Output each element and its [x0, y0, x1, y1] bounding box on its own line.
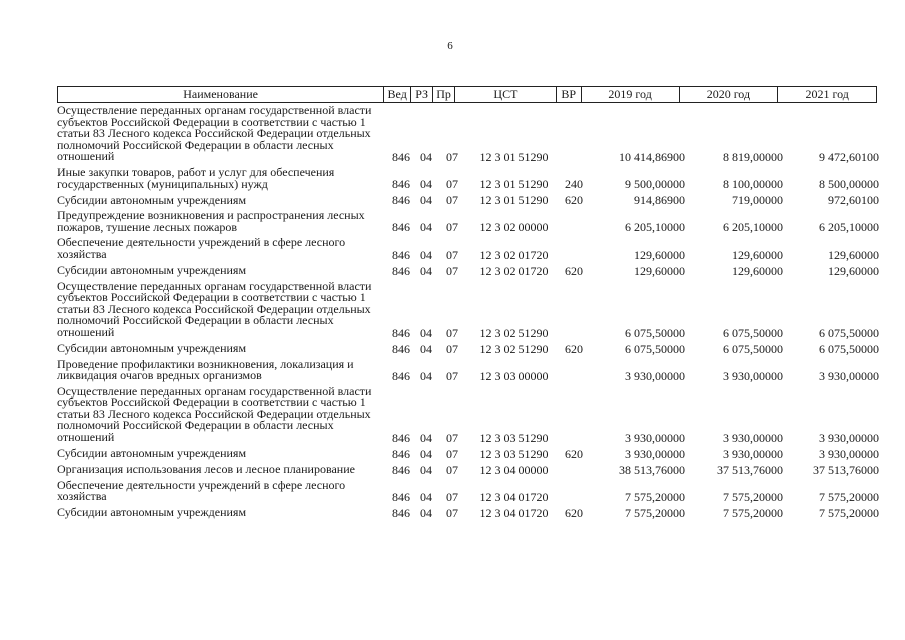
- cell-rz: 04: [420, 341, 432, 356]
- cell-ved: 846: [392, 446, 410, 461]
- cell-name: Субсидии автономным учреждениям: [57, 446, 247, 461]
- header-ved: Вед: [384, 87, 411, 102]
- cell-2019: 3 930,00000: [625, 446, 685, 461]
- cell-2021: 129,60000: [828, 263, 879, 278]
- cell-vr: 620: [565, 505, 583, 520]
- cell-rz: 04: [420, 430, 432, 445]
- cell-rz: 04: [420, 446, 432, 461]
- table-row: [57, 448, 879, 461]
- cell-vr: 620: [565, 341, 583, 356]
- header-2021: 2021 год: [805, 87, 849, 101]
- cell-2021: 7 575,20000: [819, 505, 879, 520]
- cell-pr: 07: [446, 368, 458, 383]
- table-row: [57, 477, 879, 504]
- header-2019: 2019 год: [582, 87, 680, 102]
- cell-name: Субсидии автономным учреждениям: [57, 505, 247, 520]
- cell-cst: 12 3 01 51290: [479, 149, 549, 164]
- cell-2021: 6 205,10000: [819, 220, 879, 235]
- cell-cst: 12 3 02 01720: [479, 263, 549, 278]
- cell-cst: 12 3 02 51290: [479, 325, 549, 340]
- cell-2020: 3 930,00000: [723, 368, 783, 383]
- cell-2019: 9 500,00000: [625, 177, 685, 192]
- cell-2020: 3 930,00000: [723, 430, 783, 445]
- cell-cst: 12 3 02 00000: [479, 220, 549, 235]
- cell-name: Предупреждение возникновения и распространения лесных пожаров, тушение лесных пожаров: [57, 208, 365, 234]
- cell-ved: 846: [392, 430, 410, 445]
- cell-2019: 3 930,00000: [625, 368, 685, 383]
- table-body: [57, 105, 879, 520]
- cell-2019: 38 513,76000: [619, 462, 685, 477]
- table-row: [57, 105, 879, 164]
- cell-2020: 8 100,00000: [723, 177, 783, 192]
- cell-rz: 04: [420, 368, 432, 383]
- cell-2021: 7 575,20000: [819, 489, 879, 504]
- cell-name: Осуществление переданных органам государственной власти субъектов Российской Федерации в соответствии с частью 1 статьи 83 Лесного кодекса Российской Федерации отдельных полномочий Российской Федерации в области лесных отношений: [57, 103, 372, 164]
- cell-rz: 04: [420, 220, 432, 235]
- cell-name: Организация использования лесов и лесное планирование: [57, 462, 355, 477]
- cell-2021: 129,60000: [828, 247, 879, 262]
- cell-2020: 8 819,00000: [723, 149, 783, 164]
- header-pr: Пр: [433, 87, 455, 102]
- cell-2020: 6 075,50000: [723, 325, 783, 340]
- cell-2021: 3 930,00000: [819, 368, 879, 383]
- page-number: 6: [447, 40, 453, 52]
- table-row: [57, 340, 879, 356]
- cell-vr: 620: [565, 263, 583, 278]
- cell-2021: 6 075,50000: [819, 325, 879, 340]
- cell-ved: 846: [392, 489, 410, 504]
- cell-2019: 3 930,00000: [625, 430, 685, 445]
- cell-ved: 846: [392, 177, 410, 192]
- table-row: [57, 356, 879, 383]
- cell-2019: 6 075,50000: [625, 341, 685, 356]
- cell-name: Осуществление переданных органам государственной власти субъектов Российской Федерации в соответствии с частью 1 статьи 83 Лесного кодекса Российской Федерации отдельных полномочий Российской Федерации в области лесных отношений: [57, 383, 372, 445]
- cell-ved: 846: [392, 263, 410, 278]
- cell-rz: 04: [420, 489, 432, 504]
- cell-rz: 04: [420, 263, 432, 278]
- cell-2019: 914,86900: [634, 193, 685, 208]
- cell-vr: 620: [565, 446, 583, 461]
- cell-name: Иные закупки товаров, работ и услуг для обеспечения государственных (муниципальных) нужд: [57, 164, 335, 191]
- cell-rz: 04: [420, 177, 432, 192]
- cell-pr: 07: [446, 446, 458, 461]
- cell-2021: 37 513,76000: [813, 462, 879, 477]
- cell-ved: 846: [392, 341, 410, 356]
- table-row: [57, 210, 879, 234]
- cell-cst: 12 3 04 00000: [479, 462, 549, 477]
- cell-vr: 620: [565, 193, 583, 208]
- cell-2019: 6 205,10000: [625, 220, 685, 235]
- table-row: [57, 507, 879, 520]
- cell-2020: 37 513,76000: [717, 462, 783, 477]
- cell-rz: 04: [420, 247, 432, 262]
- cell-2021: 6 075,50000: [819, 341, 879, 356]
- cell-2021: 9 472,60100: [819, 149, 879, 164]
- cell-ved: 846: [392, 247, 410, 262]
- cell-rz: 04: [420, 193, 432, 208]
- header-vr: ВР: [557, 87, 582, 102]
- cell-cst: 12 3 04 01720: [479, 505, 549, 520]
- cell-2020: 6 075,50000: [723, 341, 783, 356]
- table-row: [57, 194, 879, 207]
- cell-cst: 12 3 03 51290: [479, 446, 549, 461]
- header-rz: РЗ: [411, 87, 433, 102]
- cell-2020: 3 930,00000: [723, 446, 783, 461]
- cell-rz: 04: [420, 149, 432, 164]
- cell-ved: 846: [392, 462, 410, 477]
- cell-2020: 129,60000: [732, 263, 783, 278]
- cell-pr: 07: [446, 341, 458, 356]
- cell-2019: 6 075,50000: [625, 325, 685, 340]
- cell-rz: 04: [420, 505, 432, 520]
- cell-2019: 129,60000: [634, 263, 685, 278]
- cell-name: Проведение профилактики возникновения, локализация и ликвидация очагов вредных организмов: [57, 356, 354, 383]
- table-row: [57, 278, 879, 340]
- cell-pr: 07: [446, 247, 458, 262]
- cell-name: Субсидии автономным учреждениям: [57, 192, 247, 207]
- cell-pr: 07: [446, 149, 458, 164]
- cell-2019: 7 575,20000: [625, 505, 685, 520]
- cell-rz: 04: [420, 462, 432, 477]
- cell-pr: 07: [446, 462, 458, 477]
- cell-2021: 3 930,00000: [819, 430, 879, 445]
- cell-2020: 7 575,20000: [723, 505, 783, 520]
- cell-name: Обеспечение деятельности учреждений в сфере лесного хозяйства: [57, 477, 346, 504]
- table-row: [57, 464, 879, 477]
- table-header: [57, 86, 877, 103]
- cell-pr: 07: [446, 220, 458, 235]
- cell-pr: 07: [446, 505, 458, 520]
- cell-ved: 846: [392, 368, 410, 383]
- cell-ved: 846: [392, 193, 410, 208]
- cell-ved: 846: [392, 325, 410, 340]
- cell-name: Обеспечение деятельности учреждений в сфере лесного хозяйства: [57, 235, 346, 261]
- cell-name: Субсидии автономным учреждениям: [57, 262, 247, 277]
- cell-pr: 07: [446, 489, 458, 504]
- cell-pr: 07: [446, 193, 458, 208]
- cell-2021: 972,60100: [828, 193, 879, 208]
- cell-pr: 07: [446, 325, 458, 340]
- cell-2020: 7 575,20000: [723, 489, 783, 504]
- cell-pr: 07: [446, 430, 458, 445]
- cell-ved: 846: [392, 505, 410, 520]
- cell-2019: 7 575,20000: [625, 489, 685, 504]
- cell-2020: 719,00000: [732, 193, 783, 208]
- cell-vr: 240: [565, 177, 583, 192]
- cell-ved: 846: [392, 149, 410, 164]
- cell-2021: 3 930,00000: [819, 446, 879, 461]
- cell-cst: 12 3 02 51290: [479, 341, 549, 356]
- cell-name: Субсидии автономным учреждениям: [57, 340, 247, 355]
- header-cst: ЦСТ: [455, 87, 557, 102]
- table-row: [57, 262, 879, 278]
- cell-cst: 12 3 01 51290: [479, 193, 549, 208]
- table-row: [57, 383, 879, 445]
- cell-2019: 129,60000: [634, 247, 685, 262]
- cell-cst: 12 3 03 51290: [479, 430, 549, 445]
- cell-cst: 12 3 03 00000: [479, 368, 549, 383]
- cell-2020: 129,60000: [732, 247, 783, 262]
- header-name: Наименование: [58, 87, 384, 102]
- cell-2021: 8 500,00000: [819, 177, 879, 192]
- header-2020: 2020 год: [680, 87, 779, 102]
- cell-cst: 12 3 02 01720: [479, 247, 549, 262]
- cell-2020: 6 205,10000: [723, 220, 783, 235]
- table-row: [57, 237, 879, 261]
- cell-cst: 12 3 04 01720: [479, 489, 549, 504]
- cell-ved: 846: [392, 220, 410, 235]
- cell-name: Осуществление переданных органам государственной власти субъектов Российской Федерации в соответствии с частью 1 статьи 83 Лесного кодекса Российской Федерации отдельных полномочий Российской Федерации в области лесных отношений: [57, 278, 372, 339]
- table-row: [57, 164, 879, 192]
- cell-2019: 10 414,86900: [619, 149, 685, 164]
- cell-rz: 04: [420, 325, 432, 340]
- cell-pr: 07: [446, 263, 458, 278]
- cell-cst: 12 3 01 51290: [479, 177, 549, 192]
- cell-pr: 07: [446, 177, 458, 192]
